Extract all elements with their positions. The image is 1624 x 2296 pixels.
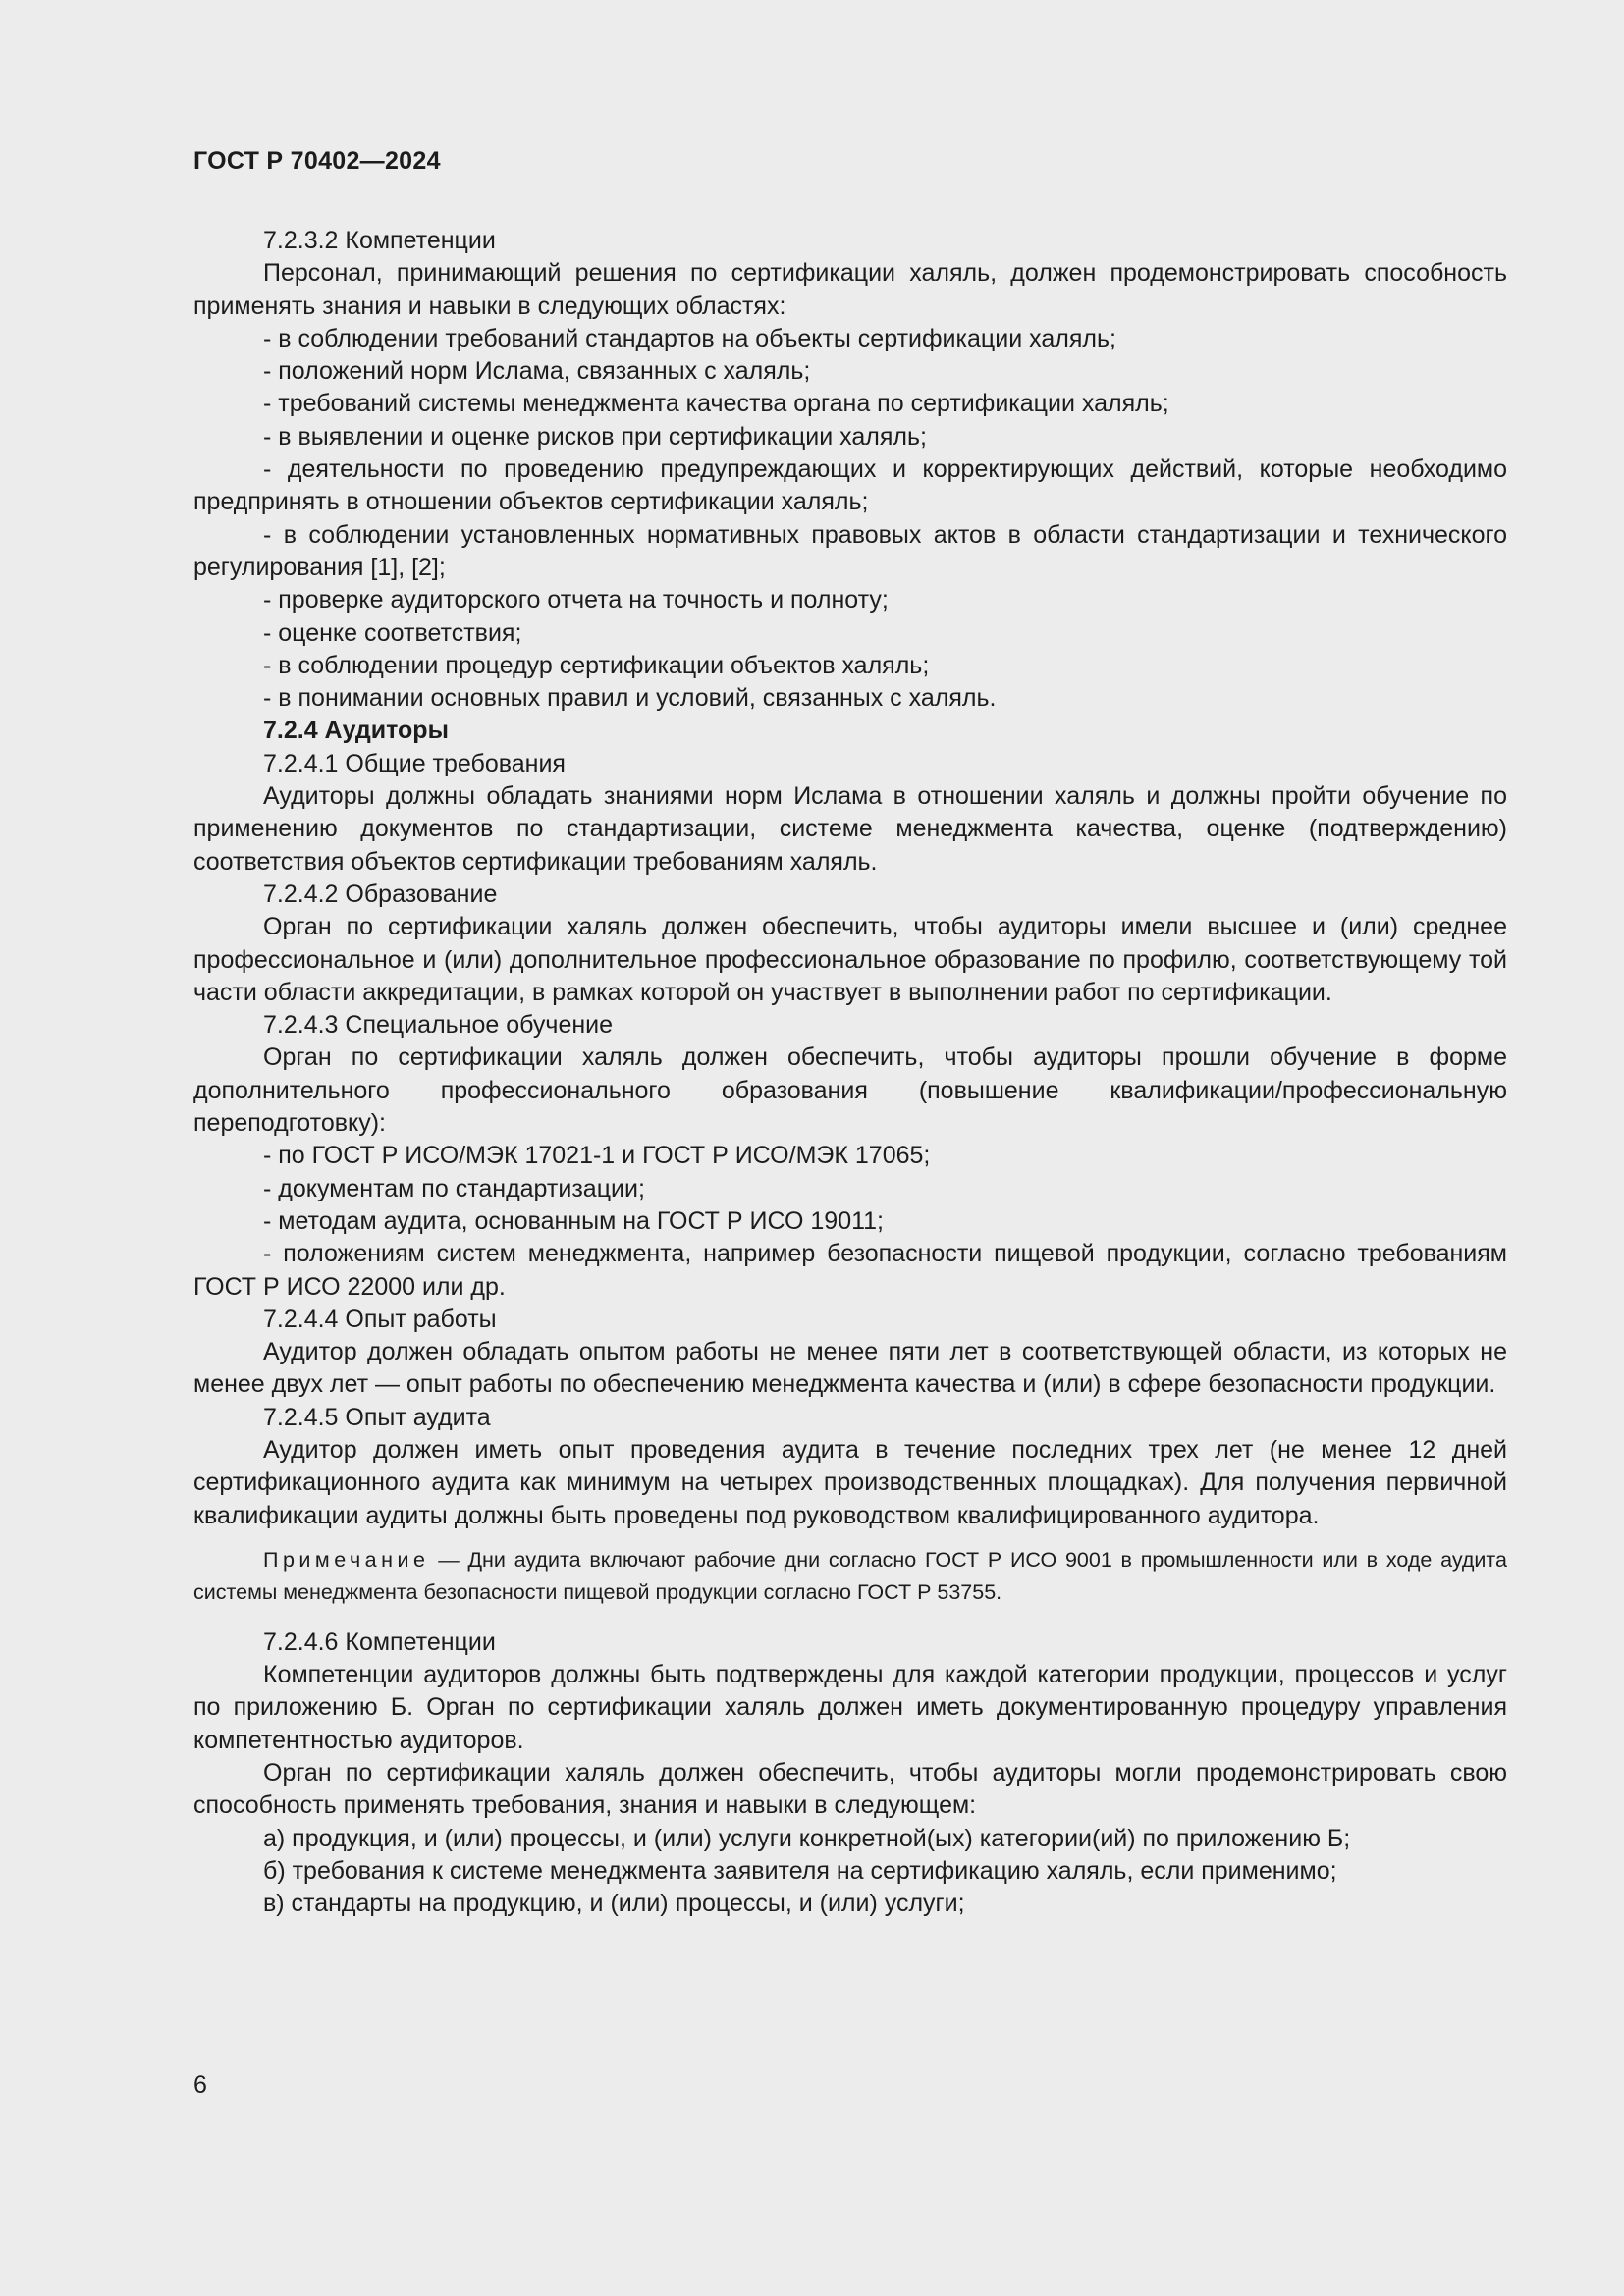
list-item: - оценке соответствия; bbox=[263, 618, 522, 647]
list-item: - проверке аудиторского отчета на точность и полноту; bbox=[263, 586, 889, 614]
document-body bbox=[193, 225, 1507, 1921]
list-item: - требований системы менеджмента качества органа по сертификации халяль; bbox=[263, 390, 1169, 418]
list-item: в) стандарты на продукцию, и (или) процессы, и (или) услуги; bbox=[263, 1890, 965, 1918]
paragraph: Компетенции аудиторов должны быть подтверждены для каждой категории продукции, процессов и услуг по приложению Б. Орган по сертификации халяль должен иметь документированную процедуру управления компетентностью аудиторов. bbox=[193, 1661, 1507, 1754]
paragraph: Орган по сертификации халяль должен обеспечить, чтобы аудиторы имели высшее и (или) среднее профессиональное и (или) дополнительное профессиональное образование по профилю, соответствующему той части области аккредитации, в рамках которой он участвует в выполнении работ по сертификации. bbox=[193, 913, 1507, 1006]
paragraph: Аудитор должен обладать опытом работы не менее пяти лет в соответствующей области, из которых не менее двух лет — опыт работы по обеспечению менеджмента качества и (или) в сфере безопасности продукции. bbox=[193, 1338, 1507, 1399]
list-item: - методам аудита, основанным на ГОСТ Р ИСО 19011; bbox=[263, 1206, 884, 1235]
list-item: - в соблюдении процедур сертификации объектов халяль; bbox=[263, 651, 930, 679]
list-item: - в соблюдении установленных нормативных правовых актов в области стандартизации и технического регулирования [1], [2]; bbox=[193, 520, 1507, 581]
paragraph: Аудиторы должны обладать знаниями норм Ислама в отношении халяль и должны пройти обучение по применению документов по стандартизации, системе менеджмента качества, оценке (подтверждению) соответствия объектов сертификации требованиям халяль. bbox=[193, 782, 1507, 876]
section-heading: 7.2.3.2 Компетенции bbox=[263, 227, 496, 254]
list-item: б) требования к системе менеджмента заявителя на сертификацию халяль, если применимо; bbox=[263, 1856, 1337, 1885]
paragraph: Орган по сертификации халяль должен обеспечить, чтобы аудиторы могли продемонстрировать свою способность применять требования, знания и навыки в следующем: bbox=[193, 1759, 1507, 1820]
list-item: - документам по стандартизации; bbox=[263, 1174, 645, 1202]
section-heading: 7.2.4.5 Опыт аудита bbox=[263, 1403, 491, 1431]
list-item: - в соблюдении требований стандартов на объекты сертификации халяль; bbox=[263, 324, 1116, 352]
section-heading: 7.2.4.1 Общие требования bbox=[263, 749, 566, 777]
section-heading: 7.2.4.6 Компетенции bbox=[263, 1628, 496, 1656]
list-item: а) продукция, и (или) процессы, и (или) услуги конкретной(ых) категории(ий) по приложению Б; bbox=[263, 1824, 1351, 1852]
page-number: 6 bbox=[193, 2071, 207, 2099]
list-item: - положений норм Ислама, связанных с халяль; bbox=[263, 357, 811, 386]
list-item: - деятельности по проведению предупреждающих и корректирующих действий, которые необходимо предпринять в отношении объектов сертификации халяль; bbox=[193, 455, 1507, 516]
section-heading-bold: 7.2.4 Аудиторы bbox=[263, 717, 449, 745]
list-item: - положениям систем менеджмента, например безопасности пищевой продукции, согласно требованиям ГОСТ Р ИСО 22000 или др. bbox=[193, 1240, 1507, 1301]
section-heading: 7.2.4.3 Специальное обучение bbox=[263, 1011, 614, 1040]
document-header: ГОСТ Р 70402—2024 bbox=[193, 147, 441, 175]
note-label: Примечание bbox=[263, 1547, 430, 1572]
note-text: — Дни аудита включают рабочие дни согласно ГОСТ Р ИСО 9001 в промышленности или в ходе аудита системы менеджмента безопасности пищевой продукции согласно ГОСТ Р 53755. bbox=[193, 1547, 1507, 1604]
paragraph: Аудитор должен иметь опыт проведения аудита в течение последних трех лет (не менее 12 дней сертификационного аудита как минимум на четырех производственных площадках). Для получения первичной квалификации аудиты должны быть проведены под руководством квалифицированного аудитора. bbox=[193, 1435, 1507, 1529]
paragraph: Орган по сертификации халяль должен обеспечить, чтобы аудиторы прошли обучение в форме дополнительного профессионального образования (повышение квалификации/профессиональную переподготовку): bbox=[193, 1043, 1507, 1138]
list-item: - по ГОСТ Р ИСО/МЭК 17021-1 и ГОСТ Р ИСО/МЭК 17065; bbox=[263, 1142, 931, 1170]
section-heading: 7.2.4.2 Образование bbox=[263, 880, 498, 908]
list-item: - в выявлении и оценке рисков при сертификации халяль; bbox=[263, 422, 927, 451]
list-item: - в понимании основных правил и условий, связанных с халяль. bbox=[263, 684, 997, 713]
section-heading: 7.2.4.4 Опыт работы bbox=[263, 1305, 497, 1333]
note bbox=[193, 1544, 1507, 1609]
paragraph: Персонал, принимающий решения по сертификации халяль, должен продемонстрировать способность применять знания и навыки в следующих областях: bbox=[193, 259, 1507, 320]
